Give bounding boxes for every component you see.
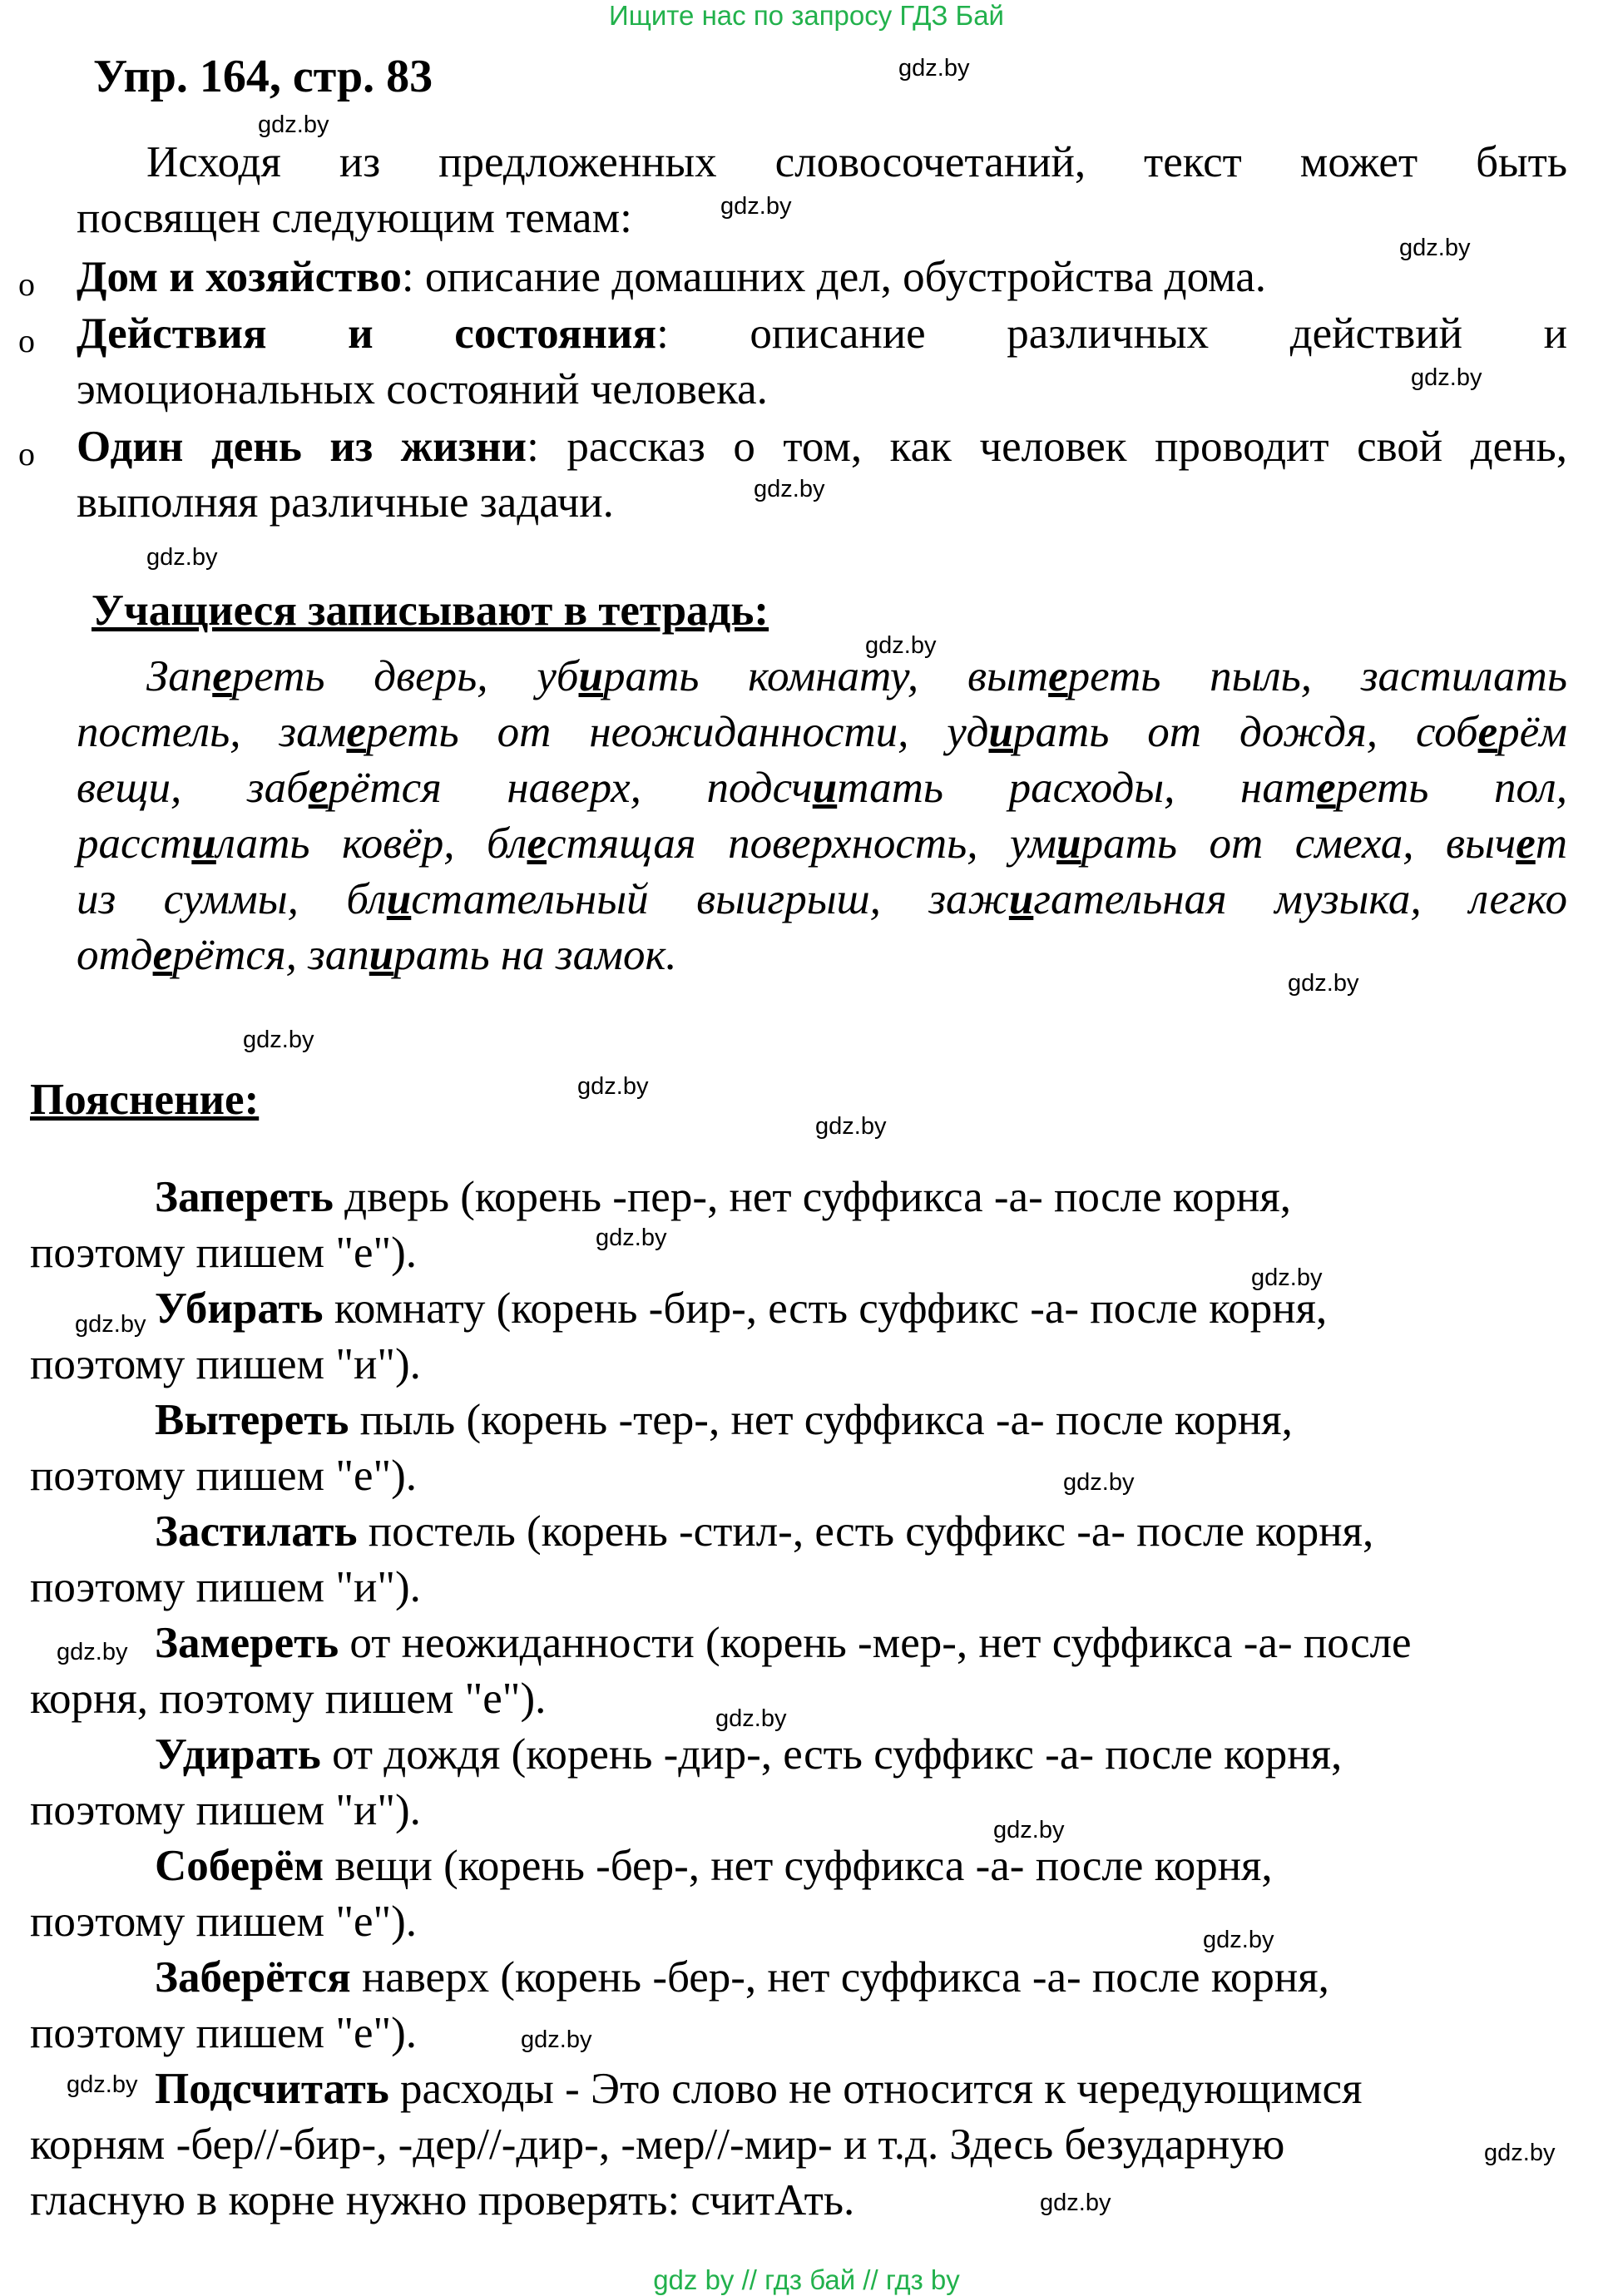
notebook-fragment: вещи, заб <box>77 764 309 812</box>
explanation-text: постель (корень -стил-, есть суффикс -а- после корня, <box>357 1507 1374 1556</box>
notebook-line <box>77 928 1567 983</box>
watermark: gdz.by <box>898 55 970 82</box>
explanation-line: поэтому пишем "и"). <box>30 1786 421 1834</box>
notebook-fragment: рать от смеха, выч <box>1081 819 1517 868</box>
watermark: gdz.by <box>521 2026 592 2053</box>
watermark: gdz.by <box>57 1639 128 1665</box>
bullet-topic-title: Дом и хозяйство <box>77 253 402 301</box>
watermark: gdz.by <box>258 111 329 138</box>
notebook-fragment: стательный выигрыш, заж <box>411 875 1009 923</box>
explanation-line <box>30 1170 1569 1225</box>
explanation-word: Убирать <box>155 1284 324 1333</box>
highlighted-vowel: и <box>1008 875 1034 923</box>
watermark: gdz.by <box>1203 1927 1274 1953</box>
notebook-fragment: лать ковёр, бл <box>215 819 527 868</box>
highlighted-vowel: е <box>1477 708 1498 756</box>
notebook-fragment: реть от неожиданности, уд <box>365 708 989 756</box>
intro-paragraph <box>77 135 1567 246</box>
notebook-fragment: из суммы, бл <box>77 875 387 923</box>
notebook-fragment: стящая поверхность, ум <box>547 819 1057 868</box>
explanation-word: Вытереть <box>155 1396 349 1444</box>
explanation-text: от неожиданности (корень -мер-, нет суффикса -а- после <box>339 1619 1412 1667</box>
explanation-word: Подсчитать <box>155 2065 389 2113</box>
notebook-fragment: тать расходы, нат <box>837 764 1317 812</box>
notebook-fragment: расст <box>77 819 192 868</box>
highlighted-vowel: и <box>988 708 1013 756</box>
explanation-text: вещи (корень -бер-, нет суффикса -а- после корня, <box>324 1842 1273 1890</box>
explanation-line <box>30 1838 1569 1894</box>
explanation-heading: Пояснение: <box>30 1076 260 1124</box>
bullet-item-2 <box>77 306 1567 418</box>
explanation-text: наверх (корень -бер-, нет суффикса -а- после корня, <box>350 1953 1329 2002</box>
explanation-word: Замереть <box>155 1619 339 1667</box>
bullet-marker: o <box>18 435 35 473</box>
watermark: gdz.by <box>993 1817 1065 1843</box>
bullet-item-2-line-1 <box>77 306 1567 362</box>
watermark: gdz.by <box>577 1073 649 1100</box>
highlighted-vowel: и <box>1056 819 1081 868</box>
explanation-word: Запереть <box>155 1173 334 1221</box>
watermark: gdz.by <box>1399 235 1471 261</box>
notebook-fragment: реть дверь, уб <box>231 652 579 700</box>
bullet-marker: o <box>18 322 35 359</box>
bullet-item-1 <box>77 250 1567 305</box>
notebook-line <box>77 872 1567 928</box>
exercise-title: Упр. 164, стр. 83 <box>93 51 433 102</box>
watermark: gdz.by <box>1288 970 1359 997</box>
bullet-item-3-line-2: выполняя различные задачи. <box>77 478 614 527</box>
notebook-fragment: рём <box>1497 708 1567 756</box>
highlighted-vowel: е <box>152 931 173 979</box>
notebook-line <box>77 649 1567 705</box>
watermark: gdz.by <box>243 1027 314 1053</box>
notebook-line <box>77 816 1567 872</box>
watermark: gdz.by <box>815 1113 887 1140</box>
notebook-fragment: гательная музыка, легко <box>1033 875 1567 923</box>
watermark: gdz.by <box>1484 2140 1556 2166</box>
explanation-word: Заберётся <box>155 1953 351 2002</box>
intro-line-1: Исходя из предложенных словосочетаний, текст может быть <box>146 138 1567 186</box>
explanation-line: поэтому пишем "и"). <box>30 1563 421 1611</box>
highlighted-vowel: е <box>1048 652 1068 700</box>
highlighted-vowel: е <box>212 652 232 700</box>
intro-line-2: посвящен следующим темам: <box>77 194 632 242</box>
watermark: gdz.by <box>1251 1264 1323 1291</box>
explanation-line: поэтому пишем "е"). <box>30 1452 418 1500</box>
notebook-text <box>77 649 1567 983</box>
highlighted-vowel: и <box>578 652 603 700</box>
explanation-line <box>30 1504 1569 1560</box>
highlighted-vowel: е <box>527 819 547 868</box>
watermark: gdz.by <box>146 544 218 571</box>
explanation-line <box>30 1727 1569 1783</box>
notebook-fragment: рётся, зап <box>172 931 369 979</box>
notebook-fragment: рать на замок. <box>393 931 677 979</box>
highlighted-vowel: е <box>346 708 366 756</box>
bullet-topic-word: Действия <box>77 309 267 358</box>
bullet-word: действий <box>1289 309 1462 358</box>
bullet-topic-text: : рассказ о том, как человек проводит свой день, <box>527 423 1567 471</box>
bullet-item-3-line-1 <box>77 419 1567 475</box>
bullet-item-3 <box>77 419 1567 531</box>
watermark: gdz.by <box>75 1311 146 1338</box>
explanation-line: корня, поэтому пишем "е"). <box>30 1675 547 1723</box>
highlighted-vowel: и <box>386 875 412 923</box>
bullet-word: описание <box>750 309 926 358</box>
highlighted-vowel: е <box>308 764 329 812</box>
explanation-text: пыль (корень -тер-, нет суффикса -а- после корня, <box>349 1396 1293 1444</box>
explanation-line <box>30 1616 1569 1671</box>
notebook-fragment: рать комнату, выт <box>602 652 1049 700</box>
notebook-fragment: т <box>1535 819 1568 868</box>
bullet-word: и <box>1543 309 1567 358</box>
watermark: gdz.by <box>1040 2190 1111 2216</box>
explanation-text: дверь (корень -пер-, нет суффикса -а- после корня, <box>333 1173 1291 1221</box>
explanation-line: корням -бер//-бир-, -дер//-дир-, -мер//-мир- и т.д. Здесь безударную <box>30 2120 1285 2169</box>
explanation-line <box>30 1281 1569 1337</box>
notebook-fragment: постель, зам <box>77 708 347 756</box>
watermark: gdz.by <box>720 193 792 220</box>
top-banner: Ищите нас по запросу ГДЗ Бай <box>609 0 1004 31</box>
explanation-line: поэтому пишем "е"). <box>30 1898 418 1946</box>
explanation-text: комнату (корень -бир-, есть суффикс -а- после корня, <box>323 1284 1328 1333</box>
notebook-fragment: рётся наверх, подсч <box>328 764 813 812</box>
explanation-line: поэтому пишем "е"). <box>30 2009 418 2057</box>
notebook-fragment: рать от дождя, соб <box>1012 708 1478 756</box>
explanation-line: гласную в корне нужно проверять: считАть. <box>30 2176 855 2224</box>
notebook-heading: Учащиеся записывают в тетрадь: <box>92 586 769 635</box>
notebook-fragment: реть пол, <box>1335 764 1568 812</box>
explanation-line: поэтому пишем "е"). <box>30 1229 418 1277</box>
bullet-topic-word: и <box>348 309 374 358</box>
explanation-list <box>30 1170 1569 2229</box>
watermark: gdz.by <box>715 1705 787 1732</box>
bullet-topic-word: состояния <box>454 309 657 358</box>
explanation-line <box>30 1393 1569 1448</box>
bullet-marker: o <box>18 265 35 303</box>
explanation-text: от дождя (корень -дир-, есть суффикс -а- после корня, <box>320 1730 1343 1779</box>
highlighted-vowel: и <box>812 764 838 812</box>
watermark: gdz.by <box>865 632 937 659</box>
highlighted-vowel: и <box>191 819 216 868</box>
bottom-banner: gdz by // гдз бай // гдз by <box>653 2264 960 2295</box>
explanation-line <box>30 2061 1569 2117</box>
watermark: gdz.by <box>67 2071 138 2098</box>
watermark: gdz.by <box>596 1225 667 1251</box>
explanation-word: Соберём <box>155 1842 324 1890</box>
notebook-fragment: реть пыль, застилать <box>1067 652 1567 700</box>
explanation-line <box>30 1950 1569 2006</box>
explanation-text: расходы - Это слово не относится к чередующимся <box>388 2065 1363 2113</box>
highlighted-vowel: е <box>1316 764 1336 812</box>
watermark: gdz.by <box>1411 364 1482 391</box>
explanation-word: Застилать <box>155 1507 358 1556</box>
highlighted-vowel: и <box>369 931 394 979</box>
notebook-line <box>77 705 1567 760</box>
explanation-line: поэтому пишем "и"). <box>30 1340 421 1388</box>
bullet-item-2-line-2: эмоциональных состояний человека. <box>77 365 768 413</box>
bullet-topic-text: : описание домашних дел, обустройства дома. <box>401 253 1267 301</box>
watermark: gdz.by <box>754 476 825 502</box>
notebook-fragment: отд <box>77 931 153 979</box>
bullet-topic-title: Один день из жизни <box>77 423 527 471</box>
bullet-colon: : <box>656 309 669 358</box>
notebook-line <box>77 760 1567 816</box>
bullet-word: различных <box>1007 309 1210 358</box>
highlighted-vowel: е <box>1516 819 1536 868</box>
explanation-word: Удирать <box>155 1730 321 1779</box>
watermark: gdz.by <box>1063 1469 1135 1496</box>
notebook-fragment: Зап <box>146 652 213 700</box>
